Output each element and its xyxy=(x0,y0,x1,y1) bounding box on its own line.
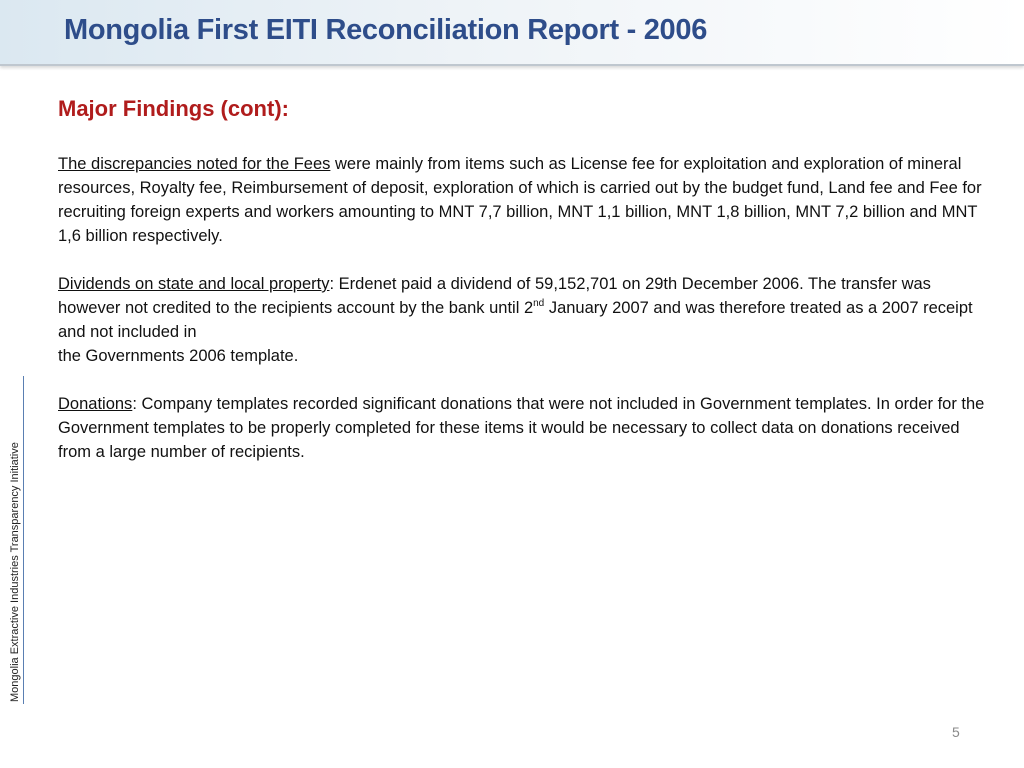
sidebar-org-name: Mongolia Extractive Industries Transparency Initiative xyxy=(9,442,21,702)
donations-text: : Company templates recorded significant donations that were not included in Government templates. In order for the Government templates to be properly completed for these items it would be necessary to collect data on donations received from a large number of recipients. xyxy=(58,395,985,461)
dividends-text-2: January 2007 and was therefore treated as a 2007 receipt and not included in xyxy=(58,299,973,341)
findings-body xyxy=(58,152,988,488)
fees-paragraph xyxy=(58,152,988,248)
dividends-text-3: the Governments 2006 template. xyxy=(58,347,299,365)
section-heading: Major Findings (cont): xyxy=(58,96,289,121)
dividends-superscript: nd xyxy=(533,297,545,309)
header-band xyxy=(0,0,1024,66)
dividends-label: Dividends on state and local property xyxy=(58,275,330,293)
fees-text: were mainly from items such as License fee for exploitation and exploration of mineral resources, Royalty fee, Reimbursement of deposit, exploration of which is carried out by the budget fund, Land fee and Fee for recruiting foreign experts and workers amounting to MNT 7,7 billion, MNT 1,1 billion, MNT 1,8 billion, MNT 7,2 billion and MNT 1,6 billion respectively. xyxy=(58,155,982,245)
donations-label: Donations xyxy=(58,395,133,413)
fees-label: The discrepancies noted for the Fees xyxy=(58,155,331,173)
slide-title: Mongolia First EITI Reconciliation Report - 2006 xyxy=(64,14,708,46)
dividends-paragraph xyxy=(58,272,988,368)
page-number: 5 xyxy=(952,724,960,740)
dividends-text-1: : Erdenet paid a dividend of 59,152,701 on 29th December 2006. The transfer was however not credited to the recipients account by the bank until 2 xyxy=(58,275,931,317)
sidebar-divider xyxy=(23,376,24,704)
donations-paragraph xyxy=(58,392,988,464)
